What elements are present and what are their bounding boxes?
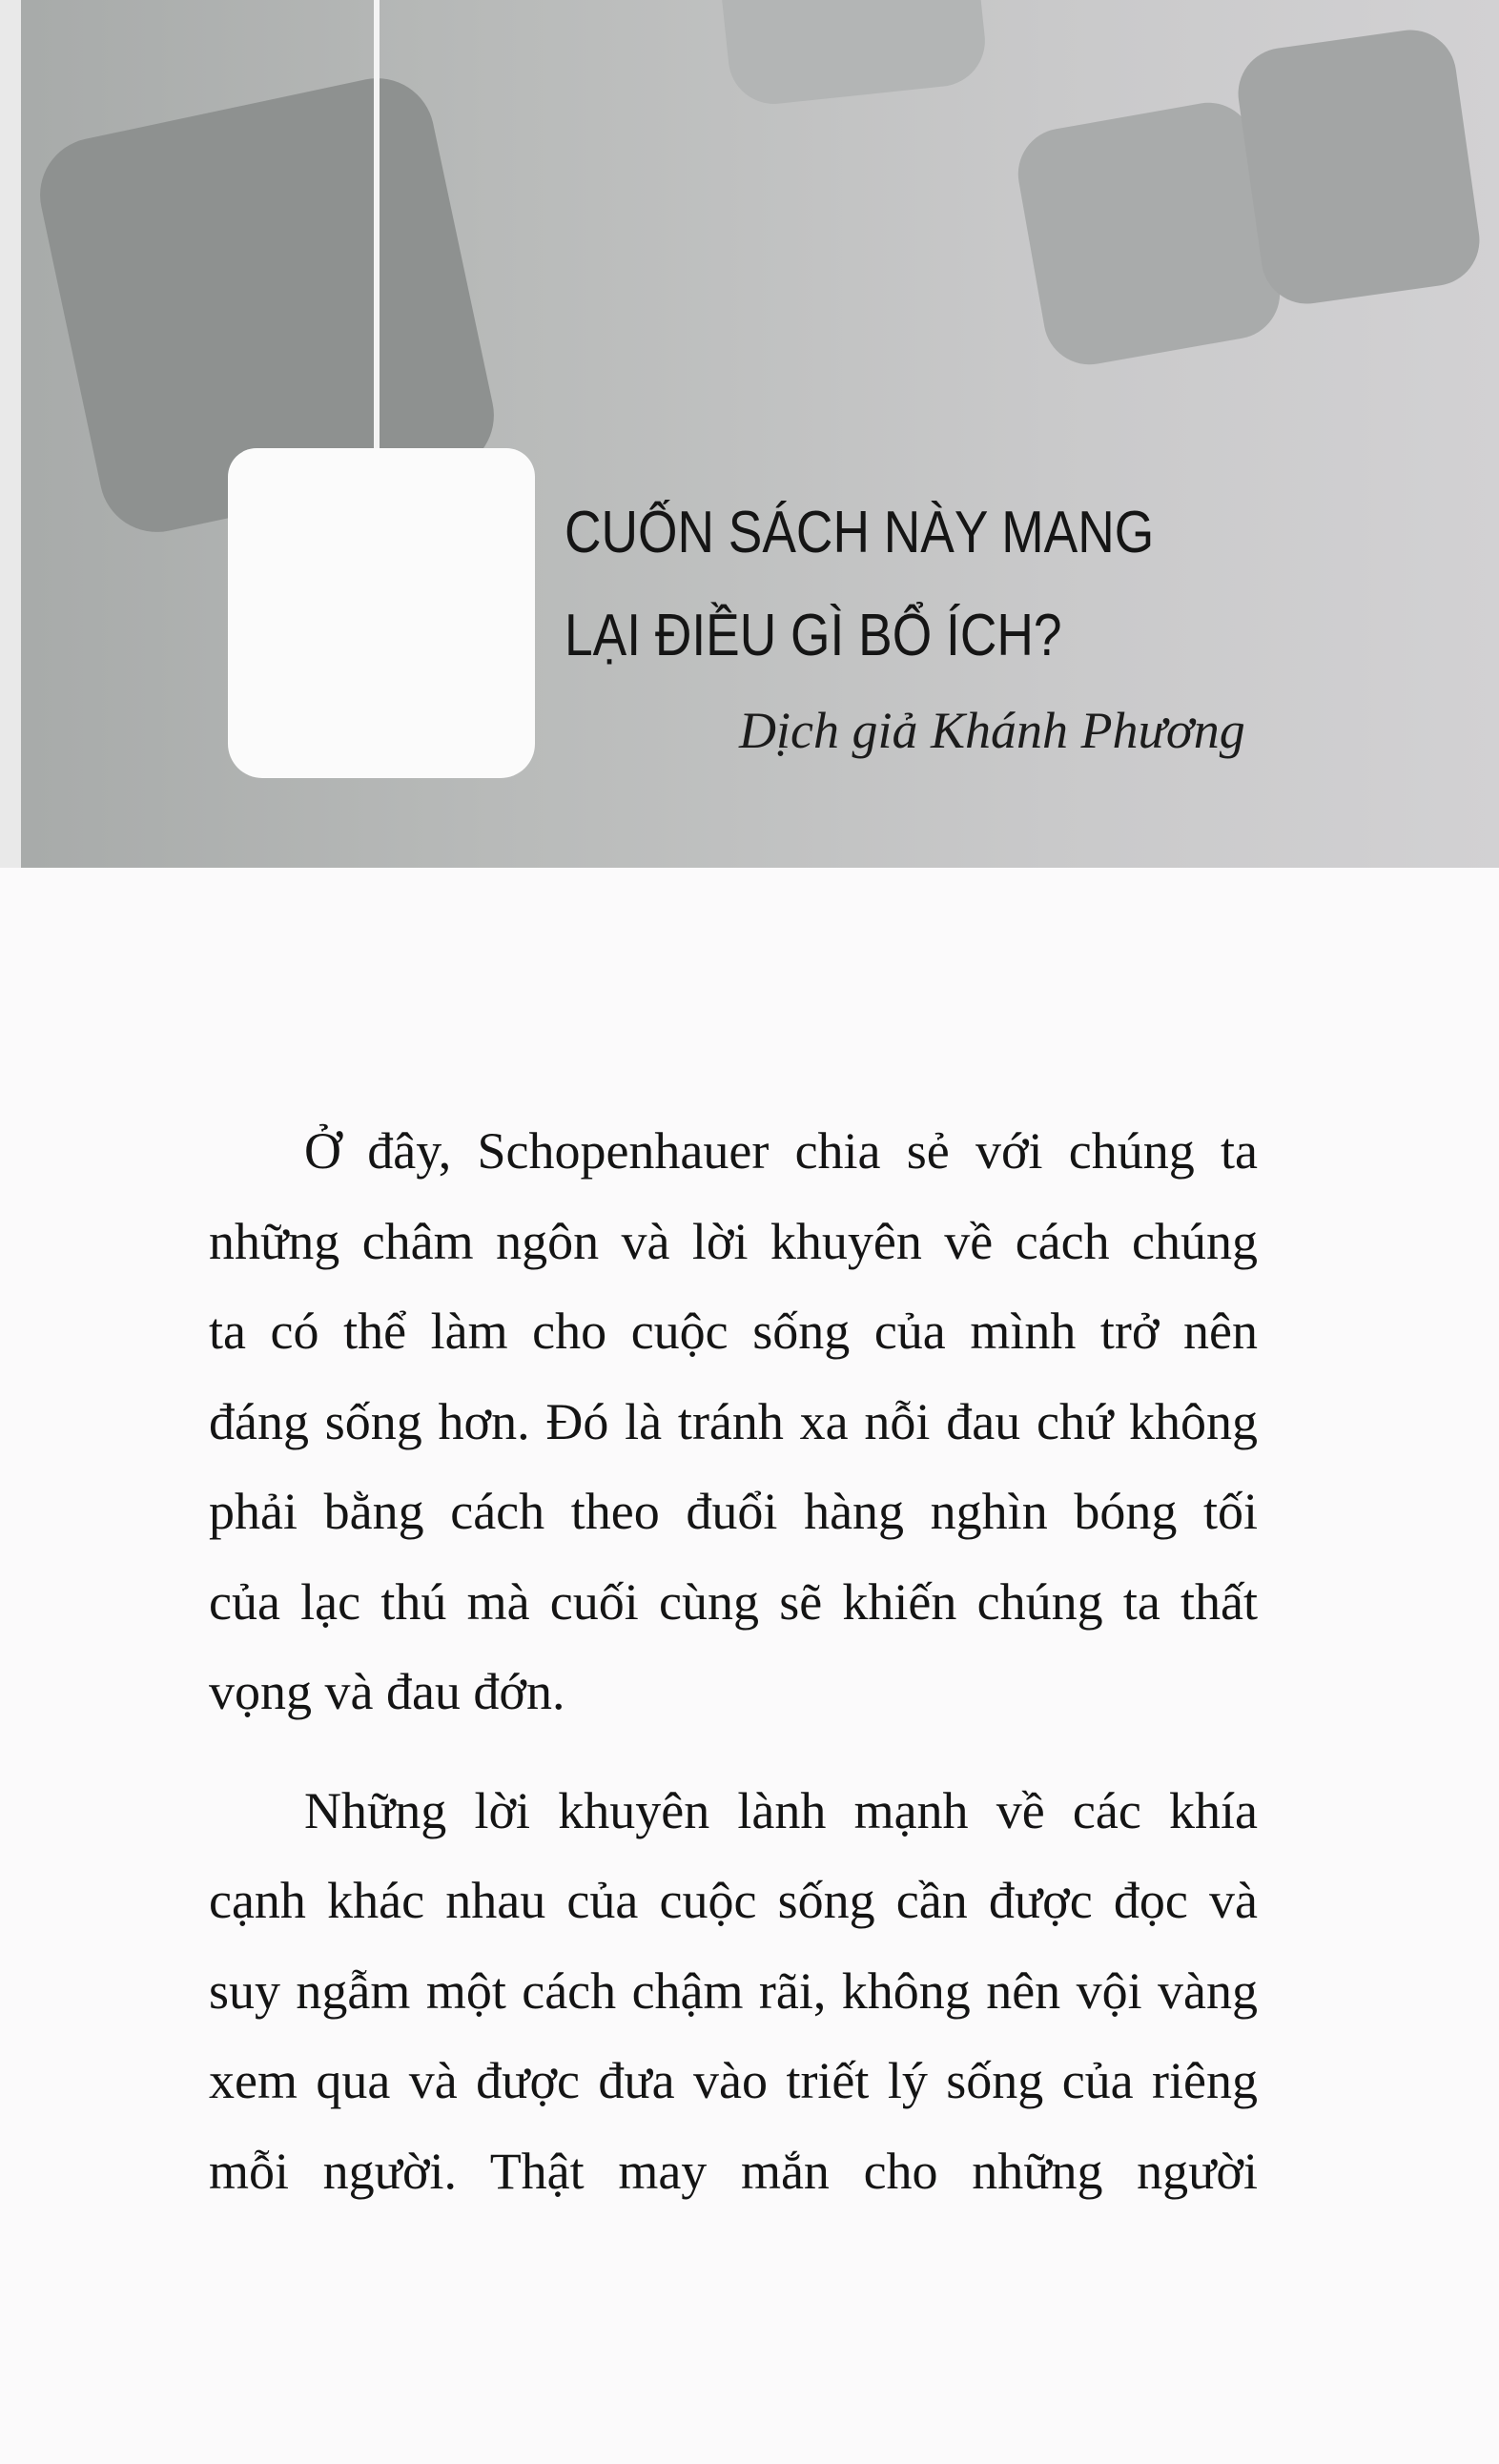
text-line: vọng và đau đớn. <box>209 1663 565 1720</box>
text-line: ta có thể làm cho cuộc sống của mình trở nên <box>209 1303 1258 1360</box>
chapter-title-line: CUỐN SÁCH NÀY MANG <box>565 500 1155 565</box>
text-line: cạnh khác nhau của cuộc sống cần được đọc và <box>209 1872 1258 1929</box>
paragraph <box>209 1766 1258 2217</box>
chapter-title-line: LẠI ĐIỀU GÌ BỔ ÍCH? <box>565 603 1062 668</box>
chapter-title <box>565 482 1221 688</box>
decorative-line <box>374 0 380 456</box>
translator-credit: Dịch giả Khánh Phương <box>739 702 1245 759</box>
header-banner <box>0 0 1499 868</box>
decorative-square <box>717 0 989 109</box>
text-line: Những lời khuyên lành mạnh về các khía <box>304 1781 1258 1839</box>
page-edge <box>0 0 21 868</box>
text-line: phải bằng cách theo đuổi hàng nghìn bóng tối <box>209 1483 1258 1540</box>
text-line: đáng sống hơn. Đó là tránh xa nỗi đau chứ không <box>209 1392 1258 1450</box>
text-line: xem qua và được đưa vào triết lý sống của riêng <box>209 2052 1258 2109</box>
text-line: những châm ngôn và lời khuyên về cách chúng <box>209 1212 1258 1270</box>
paragraph <box>209 1106 1258 1737</box>
text-line: Ở đây, Schopenhauer chia sẻ với chúng ta <box>304 1122 1258 1180</box>
text-line: suy ngẫm một cách chậm rãi, không nên vội vàng <box>209 1961 1258 2020</box>
body-text <box>209 1106 1258 2245</box>
decorative-square <box>1232 24 1485 309</box>
decorative-white-box <box>228 448 535 778</box>
text-line: của lạc thú mà cuối cùng sẽ khiến chúng ta thất <box>209 1572 1258 1631</box>
text-line: mỗi người. Thật may mắn cho những người <box>209 2142 1258 2200</box>
